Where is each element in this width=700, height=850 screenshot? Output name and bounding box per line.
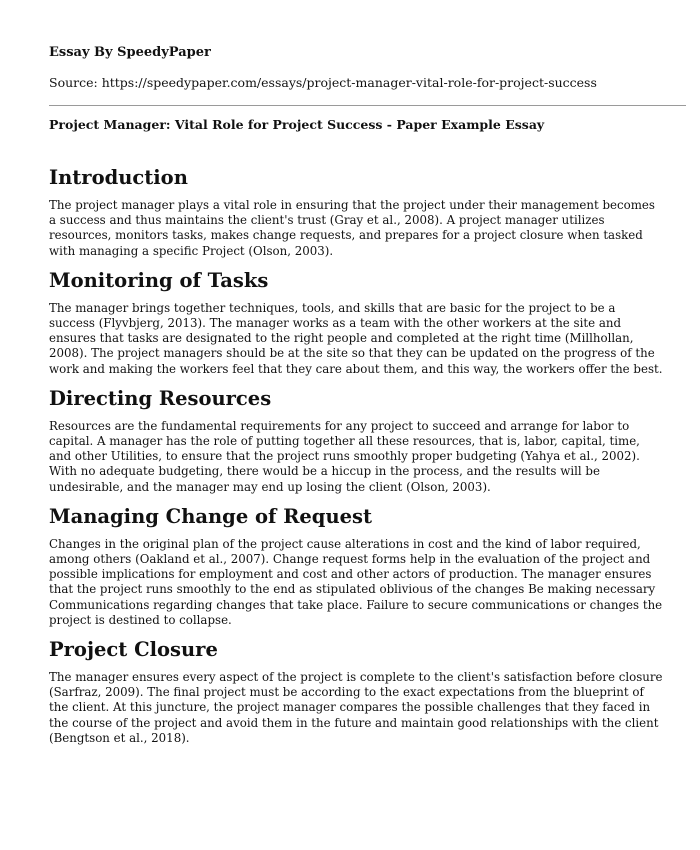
section-heading: Directing Resources [49, 386, 272, 410]
section-managing-change-of-request [49, 505, 665, 628]
essay-author-line: Essay By SpeedyPaper [49, 45, 211, 60]
header-divider [49, 105, 686, 106]
source-line: Source: https://speedypaper.com/essays/project-manager-vital-role-for-project-success [49, 75, 597, 90]
section-heading: Monitoring of Tasks [49, 268, 269, 292]
essay-title: Project Manager: Vital Role for Project Success - Paper Example Essay [49, 117, 545, 132]
section-heading: Managing Change of Request [49, 504, 373, 528]
section-project-closure [49, 638, 665, 746]
section-monitoring-of-tasks [49, 269, 665, 377]
section-paragraph: The manager ensures every aspect of the project is complete to the client's satisfaction before closure (Sarfraz, 2009). The final project must be according to the exact expectations from the blueprint of the client. At this juncture, the project manager compares the possible challenges that they faced in the course of the project and avoid them in the future and maintain good relationships with the client (Bengtson et al., 2018). [49, 670, 663, 745]
section-introduction [49, 166, 665, 259]
section-heading: Introduction [49, 166, 188, 189]
section-directing-resources [49, 387, 665, 495]
section-paragraph: Changes in the original plan of the project cause alterations in cost and the kind of labor required, among others (Oakland et al., 2007). Change request forms help in the evaluation of the project and possible implications for employment and cost and other actors of production. The manager ensures that the project runs smoothly to the end as stipulated oblivious of the changes Be making necessary Communications regarding changes that take place. Failure to secure communications or changes the project is destined to collapse. [49, 536, 663, 627]
section-heading: Project Closure [49, 638, 218, 662]
section-paragraph: The manager brings together techniques, tools, and skills that are basic for the project to be a success (Flyvbjerg, 2013). The manager works as a team with the other workers at the site and ensures that tasks are designated to the right people and completed at the right time (Millhollan, 2008). The project managers should be at the site so that they can be updated on the progress of the work and making the workers feel that they care about them, and this way, the workers offer the best. [49, 300, 663, 376]
section-paragraph: Resources are the fundamental requirements for any project to succeed and arrange for labor to capital. A manager has the role of putting together all these resources, that is, labor, capital, time, and other Utilities, to ensure that the project runs smoothly proper budgeting (Yahya et al., 2002). With no adequate budgeting, there would be a hiccup in the process, and the results will be undesirable, and the manager may end up losing the client (Olson, 2003). [49, 418, 640, 494]
section-paragraph: The project manager plays a vital role in ensuring that the project under their management becomes a success and thus maintains the client's trust (Gray et al., 2008). A project manager utilizes resources, monitors tasks, makes change requests, and prepares for a project closure when tasked with managing a specific Project (Olson, 2003). [49, 198, 655, 258]
